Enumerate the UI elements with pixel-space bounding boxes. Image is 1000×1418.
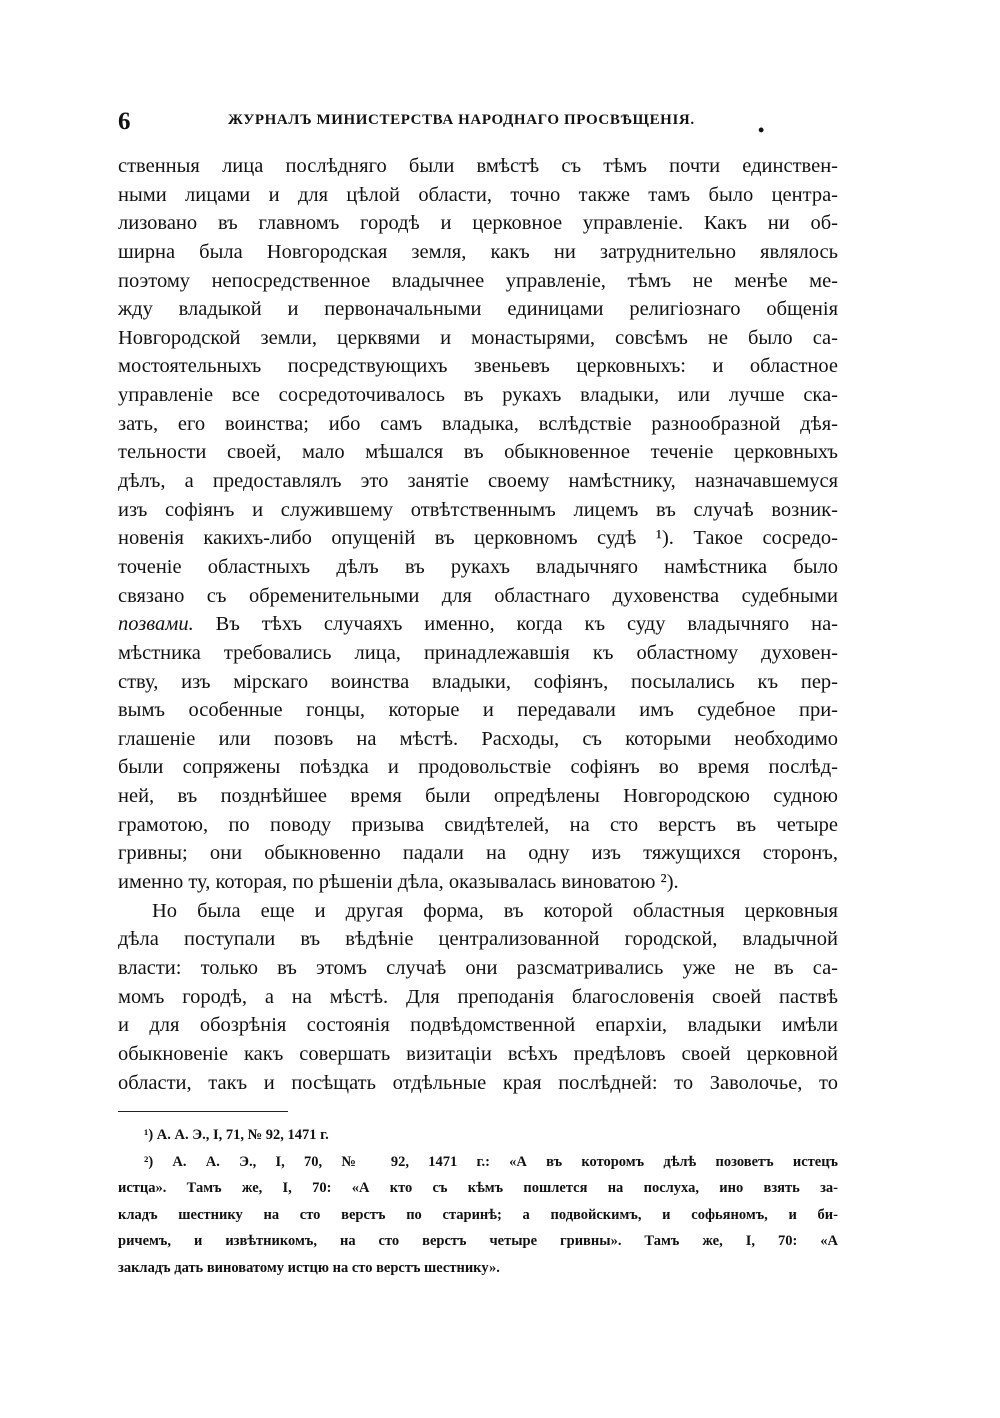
- text-line: ственныя лица послѣдняго были вмѣстѣ съ тѣмъ почти единствен-: [118, 155, 838, 177]
- text-line-rest: Въ тѣхъ случаяхъ именно, когда къ суду владычняго на-: [193, 613, 838, 636]
- text-line: управленіе все сосредоточивалось въ рукахъ владыки, или лучше ска-: [118, 384, 838, 407]
- text-line: власти: только въ этомъ случаѣ они разсматривались уже не въ са-: [118, 956, 838, 979]
- text-line: ными лицами и для цѣлой области, точно также тамъ было центра-: [118, 183, 838, 206]
- italic-word: позвами.: [118, 613, 194, 636]
- footnote-separator: [118, 1111, 288, 1112]
- text-line: изъ софіянъ и служившему отвѣтственнымъ лицемъ въ случаѣ возник-: [118, 498, 838, 521]
- footnote-line: закладъ дать виноватому истцю на сто верстъ шестнику».: [118, 1259, 500, 1276]
- text-line: зать, его воинства; ибо самъ владыка, вслѣдствіе разнообразной дѣя-: [118, 412, 838, 435]
- text-line: связано съ обременительными для областнаго духовенства судебными: [118, 584, 838, 607]
- page-number: 6: [118, 108, 131, 135]
- text-line: глашеніе или позовъ на мѣстѣ. Расходы, съ которыми необходимо: [118, 727, 838, 750]
- footnote-line: кладъ шестнику на сто верстъ по старинѣ; а подвойскимъ, и софьяномъ, и би-: [118, 1206, 838, 1223]
- text-line: Новгородской земли, церквями и монастырями, совсѣмъ не было са-: [118, 326, 838, 349]
- text-line: жду владыкой и первоначальными единицами религіознаго общенія: [118, 298, 838, 321]
- footnote-line: истца». Тамъ же, I, 70: «А кто съ кѣмъ пошлется на послуха, ино взять за-: [118, 1180, 838, 1196]
- text-line: вымъ особенные гонцы, которые и передавали имъ судебное при-: [118, 699, 838, 722]
- text-line: были сопряжены поѣздка и продовольствіе софіянъ во время послѣд-: [118, 756, 838, 779]
- text-line-with-italic: [118, 610, 838, 639]
- header-dot-mark: •: [758, 120, 765, 140]
- text-line: ству, изъ мірскаго воинства владыки, софіянъ, посылались къ пер-: [118, 670, 838, 693]
- text-line: новенія какихъ-либо опущеній въ церковномъ судѣ ¹). Такое сосредо-: [118, 527, 838, 550]
- text-line: обыкновеніе какъ совершать визитаціи всѣхъ предѣловъ своей церковной: [118, 1042, 838, 1065]
- text-line: тельности своей, мало мѣшался въ обыкновенное теченіе церковныхъ: [118, 441, 838, 464]
- running-title: ЖУРНАЛЪ МИНИСТЕРСТВА НАРОДНАГО ПРОСВѢЩЕНІЯ.: [228, 112, 695, 128]
- text-line: мѣстника требовались лица, принадлежавшія къ областному духовен-: [118, 641, 838, 664]
- footnote-1: ¹) А. А. Э., I, 71, № 92, 1471 г.: [144, 1127, 329, 1143]
- text-line: точеніе областныхъ дѣлъ въ рукахъ владычняго намѣстника было: [118, 555, 838, 578]
- text-line-paragraph-start: Но была еще и другая форма, въ которой областныя церковныя: [152, 899, 838, 922]
- text-line: дѣлъ, а предоставлялъ это занятіе своему намѣстнику, назначавшемуся: [118, 470, 838, 493]
- text-line: мостоятельныхъ посредствующихъ звеньевъ церковныхъ: и областное: [118, 355, 838, 378]
- text-line: области, такъ и посѣщать отдѣльные края послѣдней: то Заволочье, то: [118, 1071, 838, 1094]
- text-line: ширна была Новгородская земля, какъ ни затруднительно являлось: [118, 240, 838, 263]
- text-line: момъ городѣ, а на мѣстѣ. Для преподанія благословенія своей паствѣ: [118, 985, 838, 1008]
- text-line: ней, въ позднѣйшее время были опредѣлены Новгородскою судною: [118, 785, 838, 808]
- body-text: [118, 152, 838, 1097]
- text-line: и для обозрѣнія состоянія подвѣдомственной епархіи, владыки имѣли: [118, 1014, 838, 1037]
- text-line: лизовано въ главномъ городѣ и церковное управленіе. Какъ ни об-: [118, 212, 838, 235]
- footnote-2: ²) А. А. Э., I, 70, № 92, 1471 г.: «А въ которомъ дѣлѣ позоветъ истецъ: [144, 1153, 838, 1170]
- text-line: гривны; они обыкновенно падали на одну изъ тяжущихся сторонъ,: [118, 842, 838, 865]
- text-line: поэтому непосредственное владычнее управленіе, тѣмъ не менѣе ме-: [118, 269, 838, 292]
- text-line: грамотою, по поводу призыва свидѣтелей, на сто верстъ въ четыре: [118, 813, 838, 836]
- text-line: именно ту, которая, по рѣшеніи дѣла, оказывалась виноватою ²).: [118, 871, 679, 894]
- footnote-line: ричемъ, и извѣтникомъ, на сто верстъ четыре гривны». Тамъ же, I, 70: «А: [118, 1233, 838, 1249]
- text-line: дѣла поступали въ вѣдѣніе централизованной городской, владычной: [118, 928, 838, 951]
- page-header: [118, 108, 838, 138]
- footnotes: [118, 1122, 838, 1281]
